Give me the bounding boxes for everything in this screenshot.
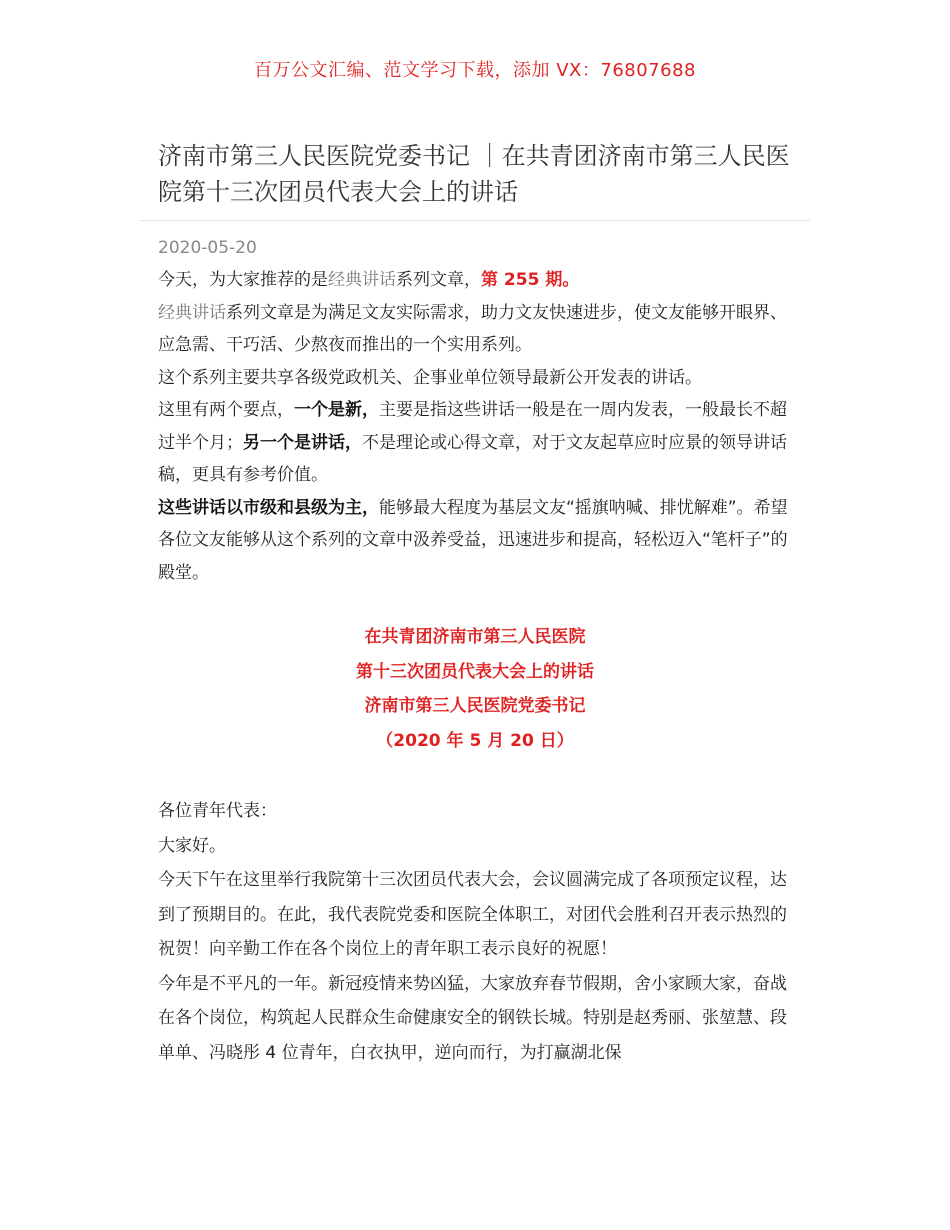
intro-paragraph: 这个系列主要共享各级党政机关、企事业单位领导最新公开发表的讲话。 xyxy=(158,367,702,388)
series-name: 经典讲话 xyxy=(158,302,226,323)
intro-text: 今天，为大家推荐的是 xyxy=(158,270,328,290)
speech-heading-line: 第十三次团员代表大会上的讲话 xyxy=(356,661,594,682)
key-point: 一个是新， xyxy=(294,400,379,420)
intro-text: 这里有两个要点， xyxy=(158,400,294,420)
intro-paragraph xyxy=(158,264,794,297)
intro-text: 能够最大程度为基层文友“摇旗呐喊、排忧解难”。希望各位文友能够从这个系列的文章中汲养受益，迅速进步和提高，轻松迈入“笔杆子”的殿堂。 xyxy=(158,497,788,583)
intro-text: 系列文章， xyxy=(396,270,481,290)
intro-text: 系列文章是为满足文友实际需求，助力文友快速进步，使文友能够开眼界、应急需、干巧活、少熬夜而推出的一个实用系列。 xyxy=(158,302,787,355)
key-point: 另一个是讲话， xyxy=(243,432,362,453)
intro-paragraph xyxy=(158,492,794,590)
intro-text: 不是理论或心得文章，对于文友起草应时应景的领导讲话稿，更具有参考价值。 xyxy=(158,432,787,485)
speech-body xyxy=(158,794,794,1070)
speech-date: （2020 年 5 月 20 日） xyxy=(376,730,574,751)
issue-number: 第 255 期。 xyxy=(481,270,580,290)
intro-paragraph xyxy=(158,394,794,492)
title-divider xyxy=(140,220,810,221)
header-banner: 百万公文汇编、范文学习下载，添加 VX：76807688 xyxy=(254,60,696,81)
speech-heading-line: 济南市第三人民医院党委书记 xyxy=(364,696,586,716)
greeting: 大家好。 xyxy=(158,835,226,856)
intro-paragraph xyxy=(158,297,794,362)
body-paragraph: 今天下午在这里举行我院第十三次团员代表大会，会议圆满完成了各项预定议程，达到了预期目的。在此，我代表院党委和医院全体职工，对团代会胜利召开表示热烈的祝贺！向辛勤工作在各个岗位上的青年职工表示良好的祝愿！ xyxy=(158,870,787,959)
article-title: 济南市第三人民医院党委书记 ｜在共青团济南市第三人民医院第十三次团员代表大会上的讲话 xyxy=(158,142,790,206)
speech-heading-line: 在共青团济南市第三人民医院 xyxy=(364,627,586,647)
series-name: 经典讲话 xyxy=(328,270,396,290)
speech-heading xyxy=(0,620,950,758)
key-point: 这些讲话以市级和县级为主， xyxy=(158,497,379,518)
body-paragraph: 今年是不平凡的一年。新冠疫情来势凶猛，大家放弃春节假期，舍小家顾大家，奋战在各个岗位，构筑起人民群众生命健康安全的钢铁长城。特别是赵秀丽、张堃慧、段单单、冯晓彤 4 位青年，白衣执甲，逆向而行，为打赢湖北保 xyxy=(158,973,787,1063)
salutation: 各位青年代表： xyxy=(158,801,277,821)
publish-date: 2020-05-20 xyxy=(158,238,257,258)
intro-section xyxy=(158,264,794,589)
intro-text: 主要是指这些讲话一般是在一周内发表，一般最长不超过半个月； xyxy=(158,400,787,453)
